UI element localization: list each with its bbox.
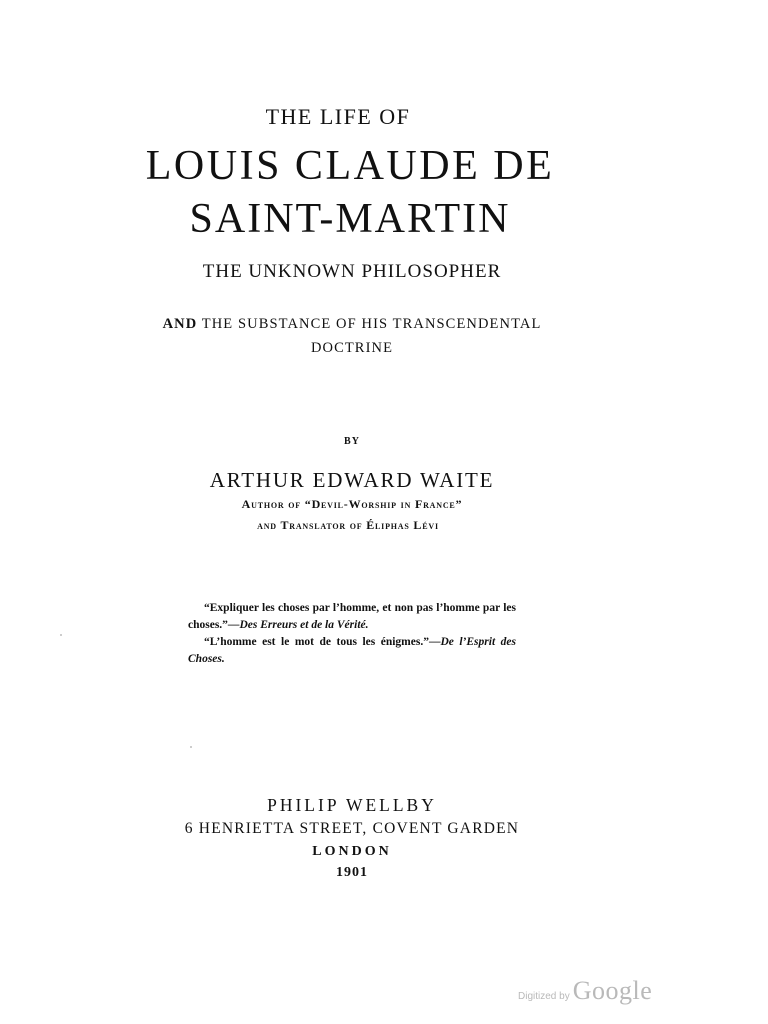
- substance-lead: AND: [162, 316, 198, 332]
- quote-2-text: “L’homme est le mot de tous les énigmes.”—: [204, 636, 441, 648]
- epigraph-quote-2: [188, 634, 516, 668]
- book-title-line-2: SAINT-MARTIN: [189, 196, 511, 242]
- digitized-watermark: [518, 976, 652, 1006]
- substance-line-1: [0, 316, 736, 333]
- publisher-address: 6 HENRIETTA STREET, COVENT GARDEN: [184, 820, 520, 837]
- watermark-brand: Google: [572, 976, 653, 1005]
- substance-line-2: DOCTRINE: [310, 340, 394, 356]
- epigraph: [188, 600, 516, 668]
- quote-1-source: Des Erreurs et de la Vérité.: [239, 619, 369, 631]
- watermark-prefix: Digitized by: [518, 991, 570, 1002]
- substance-rest: THE SUBSTANCE OF HIS TRANSCENDENTAL: [197, 316, 542, 332]
- author-name: ARTHUR EDWARD WAITE: [209, 468, 495, 492]
- book-title-line-1: LOUIS CLAUDE DE: [145, 143, 555, 189]
- author-credit-line-2: and Translator of Éliphas Lévi: [257, 518, 439, 532]
- pre-title: THE LIFE OF: [265, 104, 411, 129]
- scan-speck: [60, 634, 62, 636]
- book-subtitle: THE UNKNOWN PHILOSOPHER: [202, 261, 502, 282]
- quote-2-source: De l’Esprit des Choses.: [188, 636, 516, 665]
- author-credit-line-1: Author of “Devil-Worship in France”: [241, 497, 463, 511]
- publisher-name: PHILIP WELLBY: [267, 795, 437, 815]
- publisher-city: LONDON: [312, 844, 392, 859]
- epigraph-quote-1: [188, 600, 516, 634]
- quote-1-text: “Expliquer les choses par l’homme, et non pas l’homme par les choses.”—: [188, 602, 516, 631]
- publication-year: 1901: [336, 865, 368, 880]
- scan-speck: [190, 746, 192, 748]
- by-line: BY: [344, 436, 360, 447]
